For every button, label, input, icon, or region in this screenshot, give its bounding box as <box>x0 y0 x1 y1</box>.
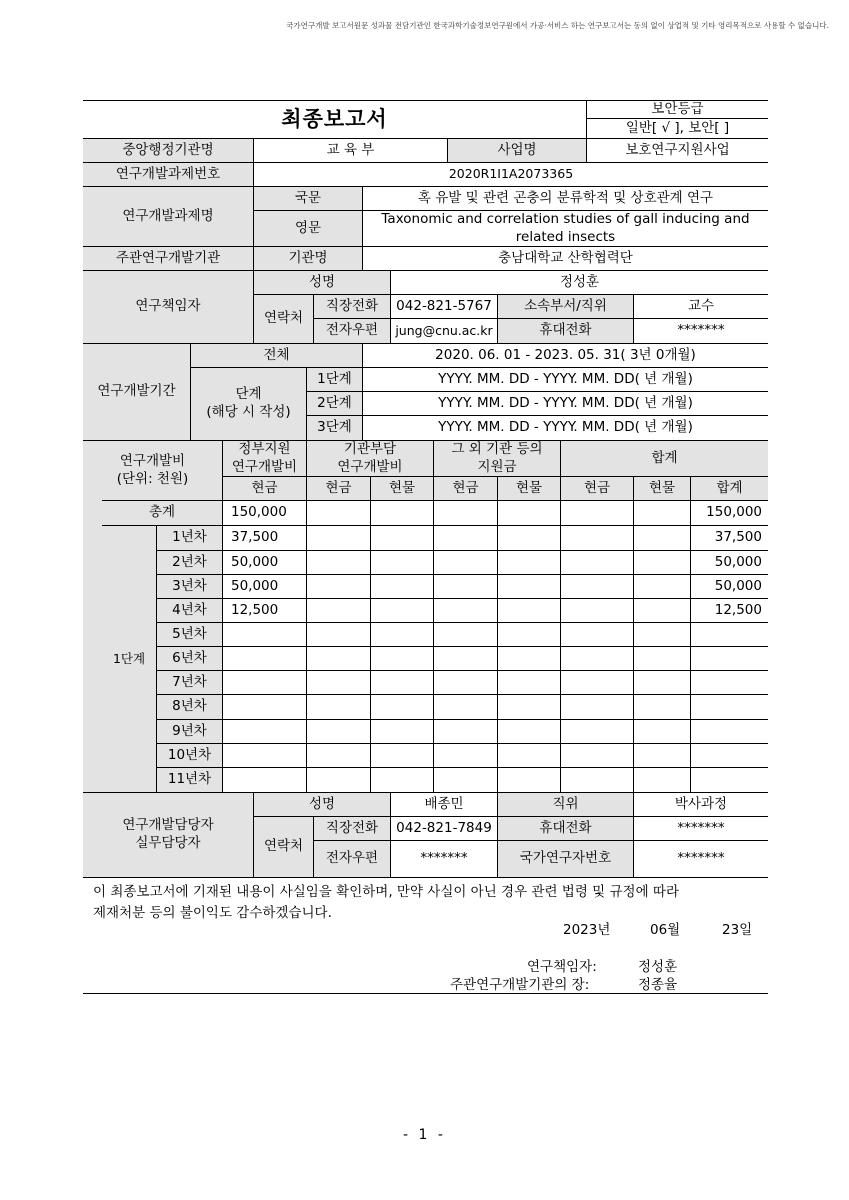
budget-total-gov: 150,000 <box>222 500 307 526</box>
budget-year-label-6: 6년차 <box>156 646 223 671</box>
budget-subheader-2: 현금 <box>306 476 371 501</box>
budget-year-10-empty-2 <box>370 743 434 768</box>
budget-year-1-empty-3 <box>433 525 498 551</box>
pi-name-value: 정성훈 <box>390 270 768 295</box>
budget-year-6-empty-6 <box>633 646 691 671</box>
budget-year-8-empty-2 <box>370 694 434 720</box>
staff-office-phone-value: 042-821-7849 <box>390 816 498 841</box>
budget-year-gov-6 <box>222 646 307 671</box>
budget-year-4-empty-6 <box>633 598 691 623</box>
project-no-value: 2020R1I1A2073365 <box>253 162 768 187</box>
staff-name-value: 배종민 <box>390 792 498 817</box>
pi-mobile-value: ******* <box>633 318 768 344</box>
head-sign-label: 주관연구개발기관의 장: <box>450 977 590 993</box>
budget-year-9-empty-4 <box>497 719 561 744</box>
budget-total-label: 총계 <box>101 500 223 526</box>
budget-year-sum-8 <box>690 694 768 720</box>
period-stage-2-value: YYYY. MM. DD - YYYY. MM. DD( 년 개월) <box>362 391 768 416</box>
budget-year-2-empty-2 <box>370 550 434 575</box>
security-level-label: 보안등급 <box>586 100 768 119</box>
budget-year-3-empty-1 <box>306 574 371 599</box>
declaration-line-2: 제재처분 등의 불이익도 감수하겠습니다. <box>93 905 332 921</box>
budget-gov-header: 정부지원 연구개발비 <box>222 440 307 477</box>
budget-year-4-empty-1 <box>306 598 371 623</box>
budget-year-label-8: 8년차 <box>156 694 223 720</box>
budget-year-7-empty-6 <box>633 670 691 695</box>
budget-year-2-empty-3 <box>433 550 498 575</box>
budget-year-8-empty-1 <box>306 694 371 720</box>
pi-email-label: 전자우편 <box>313 318 391 344</box>
host-org-value: 충남대학교 산학협력단 <box>362 246 768 271</box>
staff-label: 연구개발담당자 실무담당자 <box>83 792 254 878</box>
program-label: 사업명 <box>447 138 587 163</box>
budget-year-2-empty-1 <box>306 550 371 575</box>
budget-year-sum-1: 37,500 <box>690 525 768 551</box>
budget-year-10-empty-1 <box>306 743 371 768</box>
program-value: 보호연구지원사업 <box>586 138 768 163</box>
budget-year-11-empty-3 <box>433 767 498 793</box>
budget-total-empty-4 <box>497 500 561 526</box>
budget-year-label-1: 1년차 <box>156 525 223 551</box>
budget-year-label-3: 3년차 <box>156 574 223 599</box>
pi-dept-value: 교수 <box>633 294 768 319</box>
project-title-en: Taxonomic and correlation studies of gall inducing and related insects <box>362 210 768 247</box>
budget-year-11-empty-5 <box>560 767 634 793</box>
budget-year-9-empty-6 <box>633 719 691 744</box>
budget-stage-label: 1단계 <box>101 525 157 793</box>
budget-subheader-6: 현금 <box>560 476 634 501</box>
report-day: 23일 <box>722 922 753 938</box>
budget-year-8-empty-3 <box>433 694 498 720</box>
budget-year-8-empty-4 <box>497 694 561 720</box>
budget-year-sum-6 <box>690 646 768 671</box>
budget-year-sum-7 <box>690 670 768 695</box>
budget-year-gov-11 <box>222 767 307 793</box>
period-stage-3-label: 3단계 <box>306 415 363 441</box>
budget-year-8-empty-5 <box>560 694 634 720</box>
staff-office-phone-label: 직장전화 <box>313 816 391 841</box>
budget-year-11-empty-2 <box>370 767 434 793</box>
budget-total-sum: 150,000 <box>690 500 768 526</box>
form-bottom-rule <box>83 993 768 994</box>
budget-total-empty-3 <box>433 500 498 526</box>
budget-agency-header: 기관부담 연구개발비 <box>306 440 434 477</box>
project-title-label: 연구개발과제명 <box>83 186 254 247</box>
budget-year-5-empty-2 <box>370 622 434 647</box>
project-title-ko-label: 국문 <box>253 186 363 211</box>
budget-year-label-4: 4년차 <box>156 598 223 623</box>
budget-total-empty-1 <box>306 500 371 526</box>
page-number: - 1 - <box>403 1127 446 1143</box>
budget-year-10-empty-3 <box>433 743 498 768</box>
budget-year-8-empty-6 <box>633 694 691 720</box>
budget-year-sum-5 <box>690 622 768 647</box>
budget-year-2-empty-4 <box>497 550 561 575</box>
budget-year-11-empty-4 <box>497 767 561 793</box>
budget-year-7-empty-1 <box>306 670 371 695</box>
period-stage-1-value: YYYY. MM. DD - YYYY. MM. DD( 년 개월) <box>362 367 768 392</box>
budget-other-header: 그 외 기관 등의 지원금 <box>433 440 561 477</box>
form-top-rule <box>83 100 768 101</box>
budget-year-1-empty-6 <box>633 525 691 551</box>
pi-name-label: 성명 <box>253 270 391 295</box>
report-year: 2023년 <box>563 922 611 938</box>
staff-email-label: 전자우편 <box>313 840 391 878</box>
budget-year-5-empty-6 <box>633 622 691 647</box>
budget-year-sum-9 <box>690 719 768 744</box>
budget-year-1-empty-4 <box>497 525 561 551</box>
budget-year-sum-3: 50,000 <box>690 574 768 599</box>
budget-subheader-5: 현물 <box>497 476 561 501</box>
budget-year-label-9: 9년차 <box>156 719 223 744</box>
budget-year-2-empty-5 <box>560 550 634 575</box>
budget-year-6-empty-5 <box>560 646 634 671</box>
budget-year-3-empty-2 <box>370 574 434 599</box>
budget-year-7-empty-5 <box>560 670 634 695</box>
budget-year-label-10: 10년차 <box>156 743 223 768</box>
budget-year-5-empty-4 <box>497 622 561 647</box>
staff-email-value: ******* <box>390 840 498 878</box>
budget-year-label-5: 5년차 <box>156 622 223 647</box>
period-stage-2-label: 2단계 <box>306 391 363 416</box>
project-title-en-label: 영문 <box>253 210 363 247</box>
pi-contact-label: 연락처 <box>253 294 314 344</box>
budget-year-9-empty-2 <box>370 719 434 744</box>
budget-year-gov-2: 50,000 <box>222 550 307 575</box>
staff-position-value: 박사과정 <box>633 792 768 817</box>
budget-year-gov-5 <box>222 622 307 647</box>
budget-year-sum-2: 50,000 <box>690 550 768 575</box>
staff-mobile-label: 휴대전화 <box>497 816 634 841</box>
pi-sign-name: 정성훈 <box>638 959 678 975</box>
budget-year-3-empty-3 <box>433 574 498 599</box>
budget-year-7-empty-2 <box>370 670 434 695</box>
period-stage-1-label: 1단계 <box>306 367 363 392</box>
report-month: 06월 <box>650 922 681 938</box>
budget-year-5-empty-3 <box>433 622 498 647</box>
budget-year-label-11: 11년차 <box>156 767 223 793</box>
budget-year-6-empty-3 <box>433 646 498 671</box>
budget-year-label-7: 7년차 <box>156 670 223 695</box>
budget-year-10-empty-4 <box>497 743 561 768</box>
budget-year-1-empty-1 <box>306 525 371 551</box>
report-title: 최종보고서 <box>83 100 587 139</box>
ministry-value: 교 육 부 <box>253 138 448 163</box>
period-label: 연구개발기간 <box>83 343 191 441</box>
pi-sign-label: 연구책임자: <box>527 959 597 975</box>
budget-label: 연구개발비 (단위: 천원) <box>83 440 223 501</box>
budget-year-9-empty-1 <box>306 719 371 744</box>
budget-subheader-1: 현금 <box>222 476 307 501</box>
budget-year-11-empty-1 <box>306 767 371 793</box>
budget-year-7-empty-4 <box>497 670 561 695</box>
budget-year-11-empty-6 <box>633 767 691 793</box>
period-stage-label: 단계 (해당 시 작성) <box>190 367 307 441</box>
declaration-line-1: 이 최종보고서에 기재된 내용이 사실임을 확인하며, 만약 사실이 아닌 경우 관련 법령 및 규정에 따라 <box>93 884 680 900</box>
pi-office-phone-label: 직장전화 <box>313 294 391 319</box>
budget-year-9-empty-3 <box>433 719 498 744</box>
budget-year-3-empty-5 <box>560 574 634 599</box>
budget-year-1-empty-2 <box>370 525 434 551</box>
budget-year-3-empty-4 <box>497 574 561 599</box>
host-institution-label: 주관연구개발기관 <box>83 246 254 271</box>
staff-name-label: 성명 <box>253 792 391 817</box>
project-title-ko: 혹 유발 및 관련 곤충의 분류학적 및 상호관계 연구 <box>362 186 768 211</box>
staff-contact-label: 연락처 <box>253 816 314 878</box>
budget-sum-header: 합계 <box>560 440 768 477</box>
budget-year-7-empty-3 <box>433 670 498 695</box>
staff-position-label: 직위 <box>497 792 634 817</box>
budget-year-4-empty-5 <box>560 598 634 623</box>
budget-year-3-empty-6 <box>633 574 691 599</box>
budget-year-gov-7 <box>222 670 307 695</box>
host-org-label: 기관명 <box>253 246 363 271</box>
pi-email-value: jung@cnu.ac.kr <box>390 318 498 344</box>
budget-year-9-empty-5 <box>560 719 634 744</box>
budget-subheader-4: 현금 <box>433 476 498 501</box>
pi-mobile-label: 휴대전화 <box>497 318 634 344</box>
budget-year-gov-3: 50,000 <box>222 574 307 599</box>
budget-year-sum-11 <box>690 767 768 793</box>
ministry-label: 중앙행정기관명 <box>83 138 254 163</box>
budget-year-sum-4: 12,500 <box>690 598 768 623</box>
budget-year-10-empty-6 <box>633 743 691 768</box>
budget-year-gov-8 <box>222 694 307 720</box>
budget-year-gov-9 <box>222 719 307 744</box>
budget-year-4-empty-3 <box>433 598 498 623</box>
staff-researcher-no-label: 국가연구자번호 <box>497 840 634 878</box>
budget-total-empty-2 <box>370 500 434 526</box>
budget-total-empty-5 <box>560 500 634 526</box>
budget-year-1-empty-5 <box>560 525 634 551</box>
pi-office-phone-value: 042-821-5767 <box>390 294 498 319</box>
budget-subheader-3: 현물 <box>370 476 434 501</box>
budget-subheader-7: 현물 <box>633 476 691 501</box>
budget-year-label-2: 2년차 <box>156 550 223 575</box>
budget-year-2-empty-6 <box>633 550 691 575</box>
staff-mobile-value: ******* <box>633 816 768 841</box>
security-level-value: 일반[ √ ], 보안[ ] <box>586 118 768 139</box>
pi-dept-label: 소속부서/직위 <box>497 294 634 319</box>
budget-year-gov-1: 37,500 <box>222 525 307 551</box>
period-stage-3-value: YYYY. MM. DD - YYYY. MM. DD( 년 개월) <box>362 415 768 441</box>
budget-subheader-8: 합계 <box>690 476 768 501</box>
period-total-label: 전체 <box>190 343 363 368</box>
head-sign-name: 정종율 <box>638 977 678 993</box>
budget-year-6-empty-1 <box>306 646 371 671</box>
budget-year-4-empty-2 <box>370 598 434 623</box>
budget-total-empty-6 <box>633 500 691 526</box>
budget-year-4-empty-4 <box>497 598 561 623</box>
budget-row-gutter <box>83 500 102 793</box>
budget-year-sum-10 <box>690 743 768 768</box>
budget-year-10-empty-5 <box>560 743 634 768</box>
staff-researcher-no-value: ******* <box>633 840 768 878</box>
budget-year-gov-4: 12,500 <box>222 598 307 623</box>
budget-year-5-empty-5 <box>560 622 634 647</box>
budget-year-5-empty-1 <box>306 622 371 647</box>
project-no-label: 연구개발과제번호 <box>83 162 254 187</box>
period-total-value: 2020. 06. 01 - 2023. 05. 31( 3년 0개월) <box>362 343 768 368</box>
budget-year-gov-10 <box>222 743 307 768</box>
copyright-notice: 국가연구개발 보고서원문 성과물 전담기관인 한국과학기술정보연구원에서 가공·서비스 하는 연구보고서는 동의 없이 상업적 및 기타 영리목적으로 사용할 수 없습니다. <box>286 21 829 30</box>
budget-year-6-empty-2 <box>370 646 434 671</box>
pi-label: 연구책임자 <box>83 270 254 344</box>
budget-year-6-empty-4 <box>497 646 561 671</box>
